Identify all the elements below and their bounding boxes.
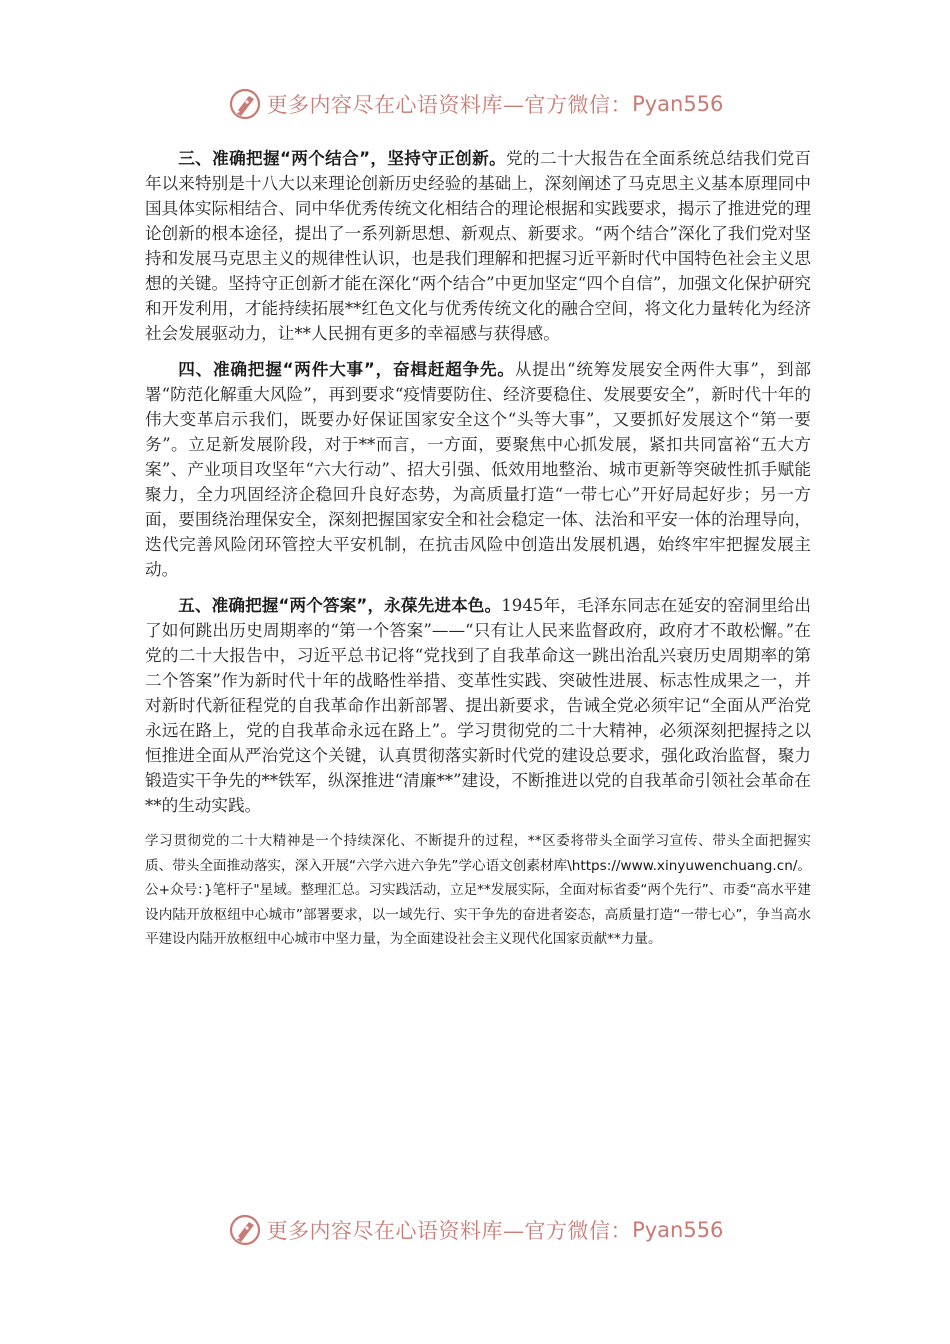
pen-nib-logo-icon xyxy=(227,1212,263,1248)
banner-wechat-id: Pyan556 xyxy=(632,92,724,116)
pen-nib-logo-icon xyxy=(227,86,263,122)
banner-wechat-id: Pyan556 xyxy=(632,1218,724,1242)
paragraph-section-3 xyxy=(145,146,811,346)
banner-text: 更多内容尽在心语资料库—官方微信： xyxy=(266,93,633,117)
document-body xyxy=(145,146,811,952)
paragraph-section-4 xyxy=(145,357,811,582)
footer-watermark-banner xyxy=(0,1208,950,1252)
section-4-body: 从提出“统筹发展安全两件大事”，到部署“防范化解重大风险”，再到要求“疫情要防住、经济要稳住、发展要安全”，新时代十年的伟大变革启示我们，既要办好保证国家安全这个“头等大事”，又要抓好发展这个“第一要务”。立足新发展阶段，对于**而言，一方面，要聚焦中心抓发展，紧扣共同富裕“五大方案”、产业项目攻坚年“六大行动”、招大引强、低效用地整治、城市更新等突破性抓手赋能聚力，全力巩固经济企稳回升良好态势，为高质量打造“一带七心”开好局起好步；另一方面，要围绕治理保安全，深刻把握国家安全和社会稳定一体、法治和平安一体的治理导向，迭代完善风险闭环管控大平安机制，在抗击风险中创造出发展机遇，始终牢牢把握发展主动。 xyxy=(145,360,812,579)
section-5-heading: 五、准确把握“两个答案”，永葆先进本色。 xyxy=(178,596,502,615)
section-5-body: 1945年，毛泽东同志在延安的窑洞里给出了如何跳出历史周期率的“第一个答案”——“只有让人民来监督政府，政府才不敢松懈。”在党的二十大报告中，习近平总书记将“党找到了自我革命这一跳出治乱兴衰历史周期率的第二个答案”作为新时代十年的战略性举措、变革性实践、突破性进展、标志性成果之一，并对新时代新征程党的自我革命作出新部署、提出新要求，告诫全党必须牢记“全面从严治党永远在路上，党的自我革命永远在路上”。学习贯彻党的二十大精神，必须深刻把握持之以恒推进全面从严治党这个关键，认真贯彻落实新时代党的建设总要求，强化政治监督，聚力锻造实干争先的**铁军，纵深推进“清廉**”建设，不断推进以党的自我革命引领社会革命在**的生动实践。 xyxy=(145,596,811,815)
header-watermark-banner xyxy=(0,82,950,126)
section-3-body: 党的二十大报告在全面系统总结我们党百年以来特别是十八大以来理论创新历史经验的基础上，深刻阐述了马克思主义基本原理同中国具体实际相结合、同中华优秀传统文化相结合的理论根据和实践要求，揭示了推进党的理论创新的根本途径，提出了一系列新思想、新观点、新要求。“两个结合”深化了我们党对坚持和发展马克思主义的规律性认识，也是我们理解和把握习近平新时代中国特色社会主义思想的关键。坚持守正创新才能在深化“两个结合”中更加坚定“四个自信”，加强文化保护研究和开发利用，才能持续拓展**红色文化与优秀传统文化的融合空间，将文化力量转化为经济社会发展驱动力，让**人民拥有更多的幸福感与获得感。 xyxy=(145,149,812,343)
section-3-heading: 三、准确把握“两个结合”，坚持守正创新。 xyxy=(178,149,507,168)
closing-paragraph: 学习贯彻党的二十大精神是一个持续深化、不断提升的过程，**区委将带头全面学习宣传、带头全面把握实质、带头全面推动落实，深入开展“六学六进六争先”学心语文创素材库\https://www.xinyuwenchuang.cn/。公+众号：}笔杆子"星域。整理汇总。习实践活动，立足**发展实际，全面对标省委“两个先行”、市委“高水平建设内陆开放枢纽中心城市”部署要求，以一域先行、实干争先的奋进者姿态，高质量打造“一带七心”，争当高水平建设内陆开放枢纽中心城市中坚力量，为全面建设社会主义现代化国家贡献**力量。 xyxy=(145,833,811,947)
banner-text: 更多内容尽在心语资料库—官方微信： xyxy=(266,1219,633,1243)
section-4-heading: 四、准确把握“两件大事”，奋楫赶超争先。 xyxy=(178,360,515,379)
paragraph-section-5 xyxy=(145,593,811,818)
